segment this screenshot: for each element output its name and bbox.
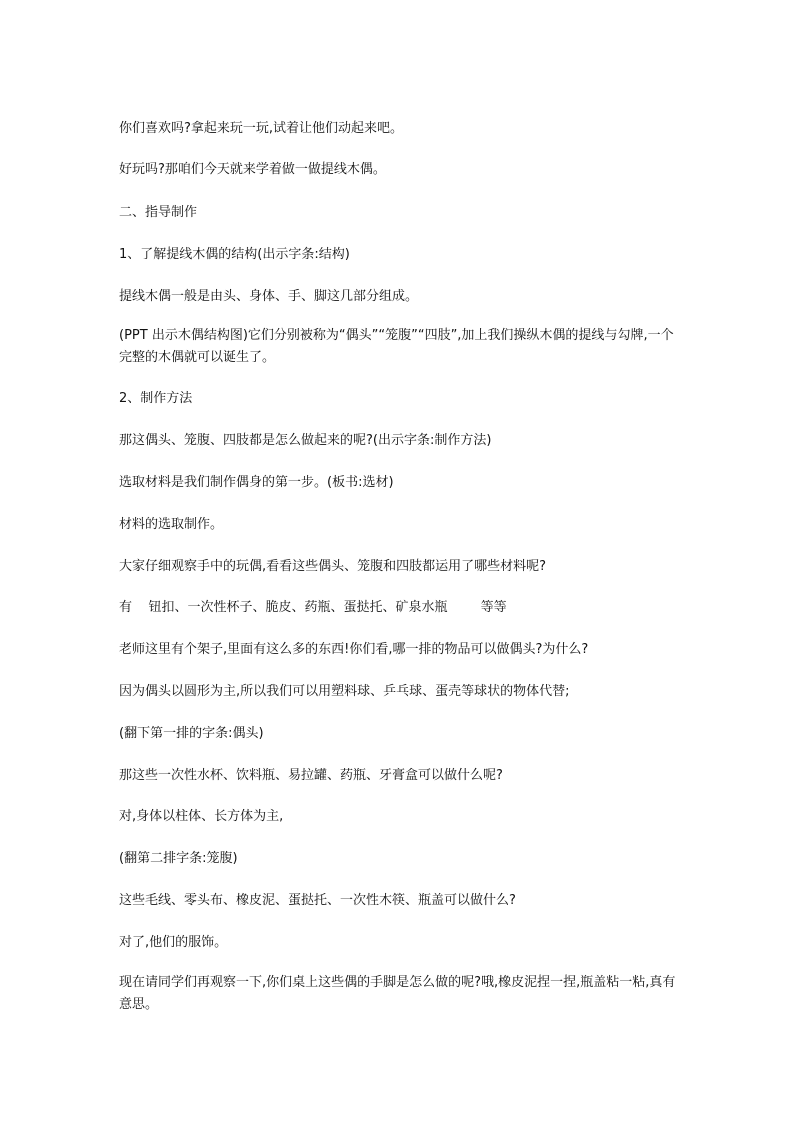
paragraph-18: (翻第二排字条:笼腹) [119,851,238,866]
paragraph-21: 现在请同学们再观察一下,你们桌上这些偶的手脚是怎么做的呢?哦,橡皮泥捏一捏,瓶盖粘一粘,真有意思。 [119,975,676,1012]
paragraph-6: (PPT 出示木偶结构图)它们分别被称为“偶头”“笼腹”“四肢”,加上我们操纵木偶的提线与勾牌,一个完整的木偶就可以诞生了。 [119,328,674,365]
paragraph-10: 材料的选取制作。 [119,517,224,532]
paragraph-11: 大家仔细观察手中的玩偶,看看这些偶头、笼腹和四肢都运用了哪些材料呢? [119,559,547,574]
subheading-structure: 1、了解提线木偶的结构(出示字条:结构) [119,247,350,262]
paragraph-15: (翻下第一排的字条:偶头) [119,726,264,741]
paragraph-8: 那这偶头、笼腹、四肢都是怎么做起来的呢?(出示字条:制作方法) [119,433,492,448]
paragraph-13: 老师这里有个架子,里面有这么多的东西!你们看,哪一排的物品可以做偶头?为什么? [119,642,589,657]
subheading-method: 2、制作方法 [119,391,193,406]
section-heading-guidance: 二、指导制作 [119,205,198,220]
paragraph-1: 你们喜欢吗?拿起来玩一玩,试着让他们动起来吧。 [119,121,404,136]
paragraph-9: 选取材料是我们制作偶身的第一步。(板书:选材) [119,475,394,490]
paragraph-5: 提线木偶一般是由头、身体、手、脚这几部分组成。 [119,289,419,304]
paragraph-14: 因为偶头以圆形为主,所以我们可以用塑料球、乒乓球、蛋壳等球状的物体代替; [119,684,570,699]
paragraph-19: 这些毛线、零头布、橡皮泥、蛋挞托、一次性木筷、瓶盖可以做什么? [119,893,516,908]
paragraph-2: 好玩吗?那咱们今天就来学着做一做提线木偶。 [119,162,386,177]
paragraph-16: 那这些一次性水杯、饮料瓶、易拉罐、药瓶、牙膏盒可以做什么呢? [119,768,503,783]
paragraph-20: 对了,他们的服饰。 [119,935,228,950]
paragraph-12: 有 钮扣、一次性杯子、脆皮、药瓶、蛋挞托、矿泉水瓶 等等 [119,600,507,615]
paragraph-17: 对,身体以柱体、长方体为主, [119,809,284,824]
